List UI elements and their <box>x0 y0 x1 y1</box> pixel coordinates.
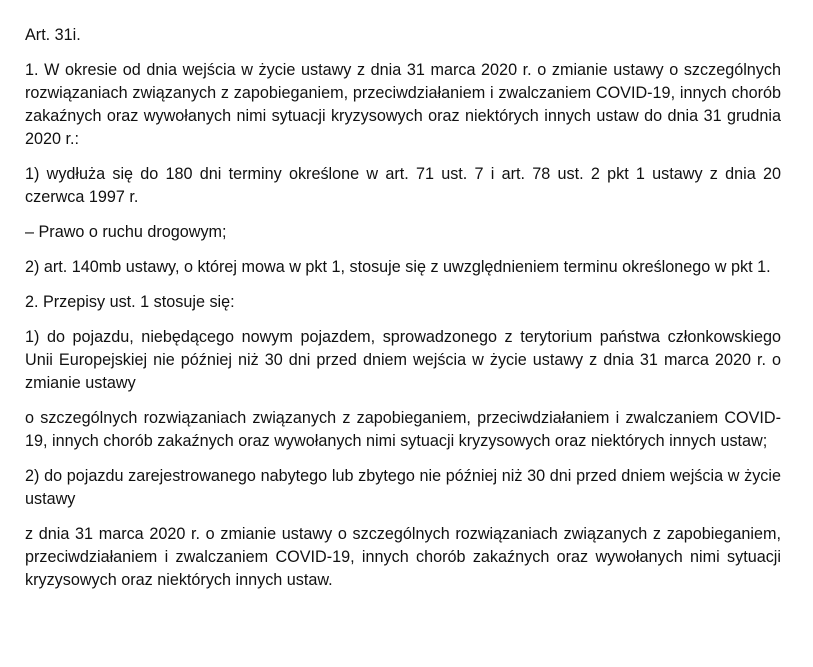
paragraph-1-point-1: 1) wydłuża się do 180 dni terminy określone w art. 71 ust. 7 i art. 78 ust. 2 pkt 1 ustawy z dnia 20 czerwca 1997 r. <box>25 165 781 206</box>
paragraph-2-point-2-continuation: z dnia 31 marca 2020 r. o zmianie ustawy o szczególnych rozwiązaniach związanych z zapobieganiem, przeciwdziałaniem i zwalczaniem COVID-19, innych chorób zakaźnych oraz wywołanych nimi sytuacji kryzysowych oraz niektórych innych ustaw. <box>25 525 781 589</box>
paragraph-2-point-1: 1) do pojazdu, niebędącego nowym pojazdem, sprowadzonego z terytorium państwa członkowskiego Unii Europejskiej nie później niż 30 dni przed dniem wejścia w życie ustawy z dnia 31 marca 2020 r. o zmianie ustawy <box>25 328 781 392</box>
paragraph-2-point-1-continuation: o szczególnych rozwiązaniach związanych z zapobieganiem, przeciwdziałaniem i zwalczaniem COVID-19, innych chorób zakaźnych oraz wywołanych nimi sytuacji kryzysowych oraz niektórych innych ustaw; <box>25 409 781 450</box>
paragraph-2: 2. Przepisy ust. 1 stosuje się: <box>25 293 235 311</box>
paragraph-1-point-2: 2) art. 140mb ustawy, o której mowa w pkt 1, stosuje się z uwzględnieniem terminu określonego w pkt 1. <box>25 258 771 276</box>
paragraph-1: 1. W okresie od dnia wejścia w życie ustawy z dnia 31 marca 2020 r. o zmianie ustawy o szczególnych rozwiązaniach związanych z zapobieganiem, przeciwdziałaniem i zwalczaniem COVID-19, innych chorób zakaźnych oraz wywołanych nimi sytuacji kryzysowych oraz niektórych innych ustaw do dnia 31 grudnia 2020 r.: <box>25 61 781 148</box>
paragraph-2-point-2: 2) do pojazdu zarejestrowanego nabytego lub zbytego nie później niż 30 dni przed dniem wejścia w życie ustawy <box>25 467 781 508</box>
article-heading: Art. 31i. <box>25 26 81 44</box>
document-page <box>25 24 781 604</box>
paragraph-1-point-1-tail: – Prawo o ruchu drogowym; <box>25 223 227 241</box>
